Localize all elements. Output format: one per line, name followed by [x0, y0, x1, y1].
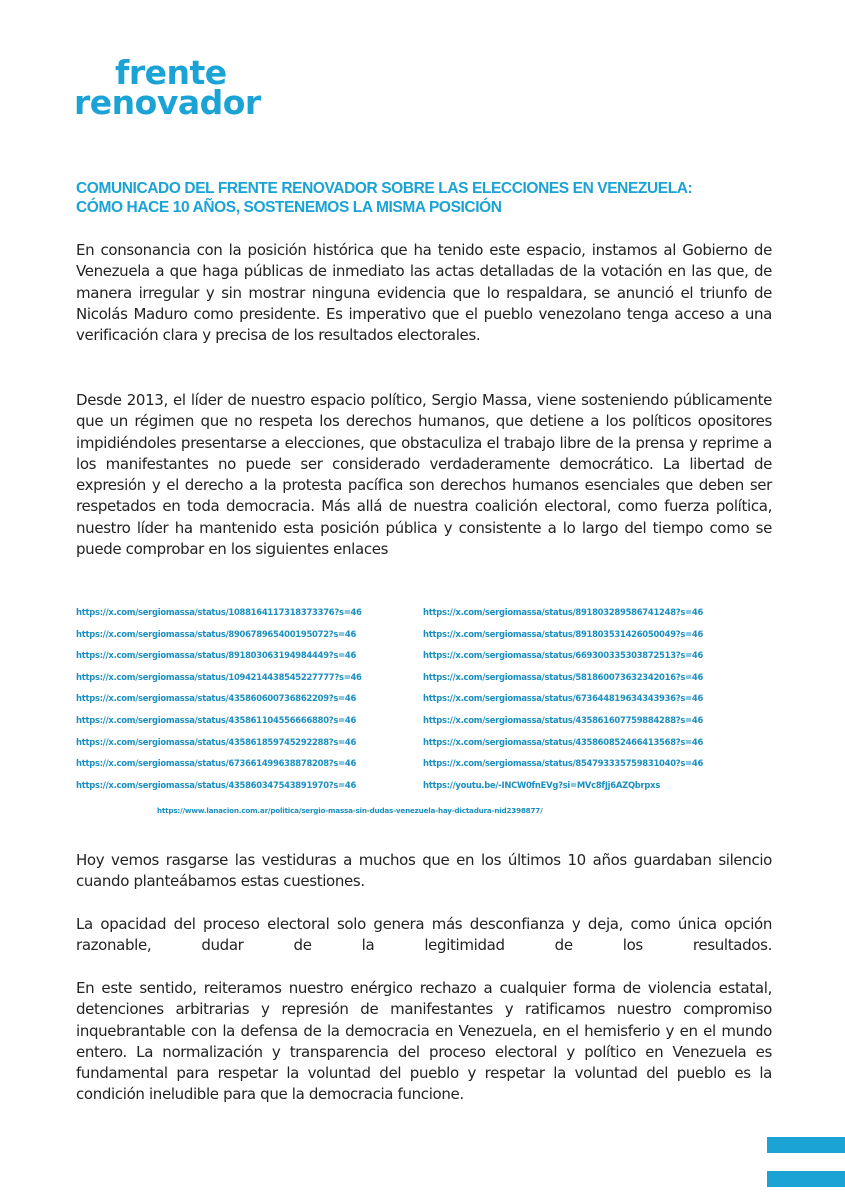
- link-right-6[interactable]: https://x.com/sergiomassa/status/435861607759884288?s=46: [423, 714, 704, 725]
- title-line-1: COMUNICADO DEL FRENTE RENOVADOR SOBRE LAS ELECCIONES EN VENEZUELA:: [76, 180, 693, 197]
- links-grid: [76, 602, 776, 796]
- link-left-5[interactable]: https://x.com/sergiomassa/status/435860600736862209?s=46: [76, 693, 357, 704]
- decorative-bar-bottom: [767, 1171, 845, 1187]
- paragraph-today: Hoy vemos rasgarse las vestiduras a muchos que en los últimos 10 años guardaban silencio cuando planteábamos estas cuestiones.: [76, 851, 772, 891]
- link-left-4[interactable]: https://x.com/sergiomassa/status/1094214438545227777?s=46: [76, 671, 362, 682]
- link-left-7[interactable]: https://x.com/sergiomassa/status/435861859745292288?s=46: [76, 736, 357, 747]
- link-right-8[interactable]: https://x.com/sergiomassa/status/854793335759831040?s=46: [423, 758, 704, 769]
- link-left-3[interactable]: https://x.com/sergiomassa/status/891803063194984449?s=46: [76, 650, 357, 661]
- paragraph-conclusion: En este sentido, reiteramos nuestro enérgico rechazo a cualquier forma de violencia estatal, detenciones arbitrarias y represión de manifestantes y ratificamos nuestro compromiso inquebrantable con la defensa de la democracia en Venezuela, en el hemisferio y en el mundo entero. La normalización y transparencia del proceso electoral y político en Venezuela es fundamental para respetar la voluntad del pueblo y respetar la voluntad del pueblo es la condición ineludible para que la democracia funcione.: [76, 979, 772, 1104]
- link-right-4[interactable]: https://x.com/sergiomassa/status/581860073632342016?s=46: [423, 671, 704, 682]
- paragraph-intro: En consonancia con la posición histórica que ha tenido este espacio, instamos al Gobierno de Venezuela a que haga públicas de inmediato las actas detalladas de la votación en las que, de manera irregular y sin mostrar ninguna evidencia que lo respaldara, se anunció el triunfo de Nicolás Maduro como presidente. Es imperativo que el pueblo venezolano tenga acceso a una verificación clara y precisa de los resultados electorales.: [76, 241, 772, 345]
- link-left-8[interactable]: https://x.com/sergiomassa/status/673661499638878208?s=46: [76, 758, 357, 769]
- link-right-2[interactable]: https://x.com/sergiomassa/status/891803531426050049?s=46: [423, 628, 704, 639]
- link-left-1[interactable]: https://x.com/sergiomassa/status/1088164117318373376?s=46: [76, 607, 362, 617]
- document-title: [76, 179, 776, 217]
- paragraph-opacity: La opacidad del proceso electoral solo genera más desconfianza y deja, como única opción razonable, dudar de la legitimidad de los resultados.: [76, 915, 772, 955]
- link-right-5[interactable]: https://x.com/sergiomassa/status/673644819634343936?s=46: [423, 693, 704, 704]
- link-right-7[interactable]: https://x.com/sergiomassa/status/435860852466413568?s=46: [423, 736, 704, 747]
- logo-line-2: renovador: [74, 83, 261, 122]
- link-left-2[interactable]: https://x.com/sergiomassa/status/890678965400195072?s=46: [76, 628, 357, 639]
- decorative-bar-top: [767, 1137, 845, 1153]
- paragraph-history: Desde 2013, el líder de nuestro espacio político, Sergio Massa, viene sosteniendo públicamente que un régimen que no respeta los derechos humanos, que detiene a los políticos opositores impidiéndoles presentarse a elecciones, que obstaculiza el trabajo libre de la prensa y reprime a los manifestantes no puede ser considerado verdaderamente democrático. La libertad de expresión y el derecho a la protesta pacífica son derechos humanos esenciales que deben ser respetados en toda democracia. Más allá de nuestra coalición electoral, como fuerza política, nuestro líder ha mantenido esta posición pública y consistente a lo largo del tiempo como se puede comprobar en los siguientes enlaces: [76, 391, 772, 559]
- title-line-2: CÓMO HACE 10 AÑOS, SOSTENEMOS LA MISMA POSICIÓN: [76, 199, 502, 216]
- link-right-1[interactable]: https://x.com/sergiomassa/status/891803289586741248?s=46: [423, 607, 704, 617]
- link-left-9[interactable]: https://x.com/sergiomassa/status/435860347543891970?s=46: [76, 779, 357, 790]
- frente-renovador-logo: [74, 53, 261, 122]
- link-left-6[interactable]: https://x.com/sergiomassa/status/435861104556666880?s=46: [76, 714, 357, 725]
- link-right-9[interactable]: https://youtu.be/-INCW0fnEVg?si=MVc8fJj6AZQbrpxs: [423, 779, 661, 790]
- link-lanacion[interactable]: https://www.lanacion.com.ar/politica/sergio-massa-sin-dudas-venezuela-hay-dictadura-nid2398877/: [157, 806, 543, 815]
- link-right-3[interactable]: https://x.com/sergiomassa/status/669300335303872513?s=46: [423, 650, 704, 661]
- logo-line-1: frente: [115, 53, 227, 92]
